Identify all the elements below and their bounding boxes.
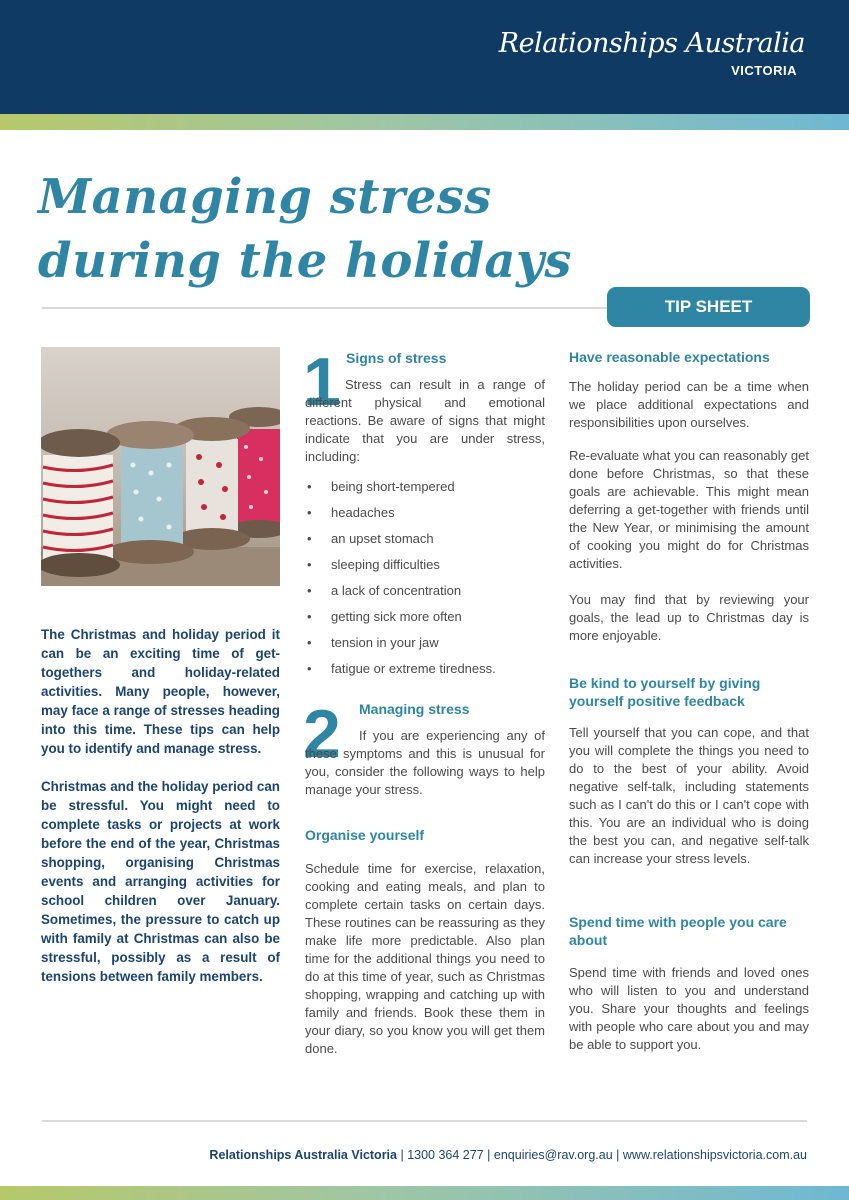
list-item: • an upset stomach: [305, 526, 545, 552]
heading-organise: Organise yourself: [305, 827, 425, 843]
list-item: • headaches: [305, 500, 545, 526]
footer-separator: |: [616, 1148, 623, 1162]
heading-spend-time: Spend time with people you care about: [569, 914, 787, 948]
tip-sheet-badge: TIP SHEET: [607, 287, 810, 327]
list-item: • a lack of concentration: [305, 578, 545, 604]
footer-gradient-strip: [0, 1186, 849, 1200]
list-item: • fatigue or extreme tiredness.: [305, 656, 545, 682]
spools-illustration: [41, 347, 280, 586]
list-item: • tension in your jaw: [305, 630, 545, 656]
intro-paragraph: The Christmas and holiday period it can be an exciting time of get-togethers and holiday-related activities. Many people, however, may face a range of stresses heading into this time. These tips can help you to identify and manage stress.: [41, 627, 280, 756]
footer-org: Relationships Australia Victoria: [209, 1148, 397, 1162]
list-item: • getting sick more often: [305, 604, 545, 630]
footer-contact: [209, 1148, 807, 1162]
list-item: • being short-tempered: [305, 474, 545, 500]
logo-region: VICTORIA: [731, 63, 797, 78]
expectations-text-3: You may find that by reviewing your goals, the lead up to Christmas day is more enjoyable.: [569, 592, 809, 643]
header-gradient-strip: [0, 114, 849, 130]
expectations-text-2: Re-evaluate what you can reasonably get done before Christmas, so that these goals are achievable. This might mean deferring a get-together with friends until the New Year, or minimising the amount of cooking you might do for Christmas activities.: [569, 448, 809, 571]
section-number-2: 2: [303, 696, 341, 772]
signs-text: Stress can result in a range of different physical and emotional reactions. Be aware of signs that might indicate that you are under stress, including:: [305, 377, 545, 464]
section-heading-managing: Managing stress: [359, 701, 470, 717]
heading-expectations: Have reasonable expectations: [569, 349, 770, 365]
managing-text: If you are experiencing any of these symptoms and this is unusual for you, consider the following ways to help manage your stress.: [305, 728, 545, 797]
title-line-1: Managing stress: [38, 169, 492, 225]
section-number-1: 1: [303, 344, 341, 420]
heading-be-kind: Be kind to yourself by giving yourself positive feedback: [569, 675, 761, 709]
footer-separator: |: [487, 1148, 494, 1162]
brand-logo[interactable]: [499, 28, 805, 78]
footer-email[interactable]: enquiries@rav.org.au: [493, 1148, 613, 1162]
list-item: • sleeping difficulties: [305, 552, 545, 578]
title-line-2: during the holidays: [38, 233, 572, 289]
footer-website[interactable]: www.relationshipsvictoria.com.au: [622, 1148, 807, 1162]
be-kind-text: Tell yourself that you can cope, and that you will complete the things you need to do to the best of your ability. Avoid negative self-talk, including statements such as I can't do this or I can't cope with this. You are an individual who is doing the best you can, and negative self-talk can increase your stress levels.: [569, 725, 809, 866]
page-header: [0, 0, 849, 114]
footer-phone[interactable]: 1300 364 277: [407, 1148, 484, 1162]
stress-signs-list: [305, 474, 545, 682]
footer-divider: [42, 1120, 807, 1122]
page-title: [38, 165, 598, 293]
intro-paragraph: Christmas and the holiday period can be stressful. You might need to complete tasks or projects at work before the end of the year, Christmas shopping, organising Christmas events and arranging activities for school children over January. Sometimes, the pressure to catch up with family at Christmas can also be stressful, possibly as a result of tensions between family members.: [41, 779, 280, 984]
spend-time-text: Spend time with friends and loved ones who will listen to you and understand you. Share your thoughts and feelings with people who care about you and may be able to support you.: [569, 965, 809, 1052]
footer-separator: |: [400, 1148, 408, 1162]
organise-text: Schedule time for exercise, relaxation, cooking and eating meals, and plan to complete certain tasks on certain days. These routines can be reassuring as they make life more predictable. Also plan time for the additional things you need to do at this time of year, such as Christmas shopping, wrapping and catching up with family and friends. Book these them in your diary, so you know you will get them done.: [305, 861, 545, 1056]
ribbon-spools-photo: [41, 347, 280, 586]
spool-red-stripes: [41, 429, 120, 577]
section-heading-signs: Signs of stress: [346, 350, 447, 366]
intro-text: [41, 625, 280, 1005]
expectations-text-1: The holiday period can be a time when we place additional expectations and responsibilities upon ourselves.: [569, 379, 809, 430]
logo-wordmark: Relationships Australia: [498, 28, 805, 59]
